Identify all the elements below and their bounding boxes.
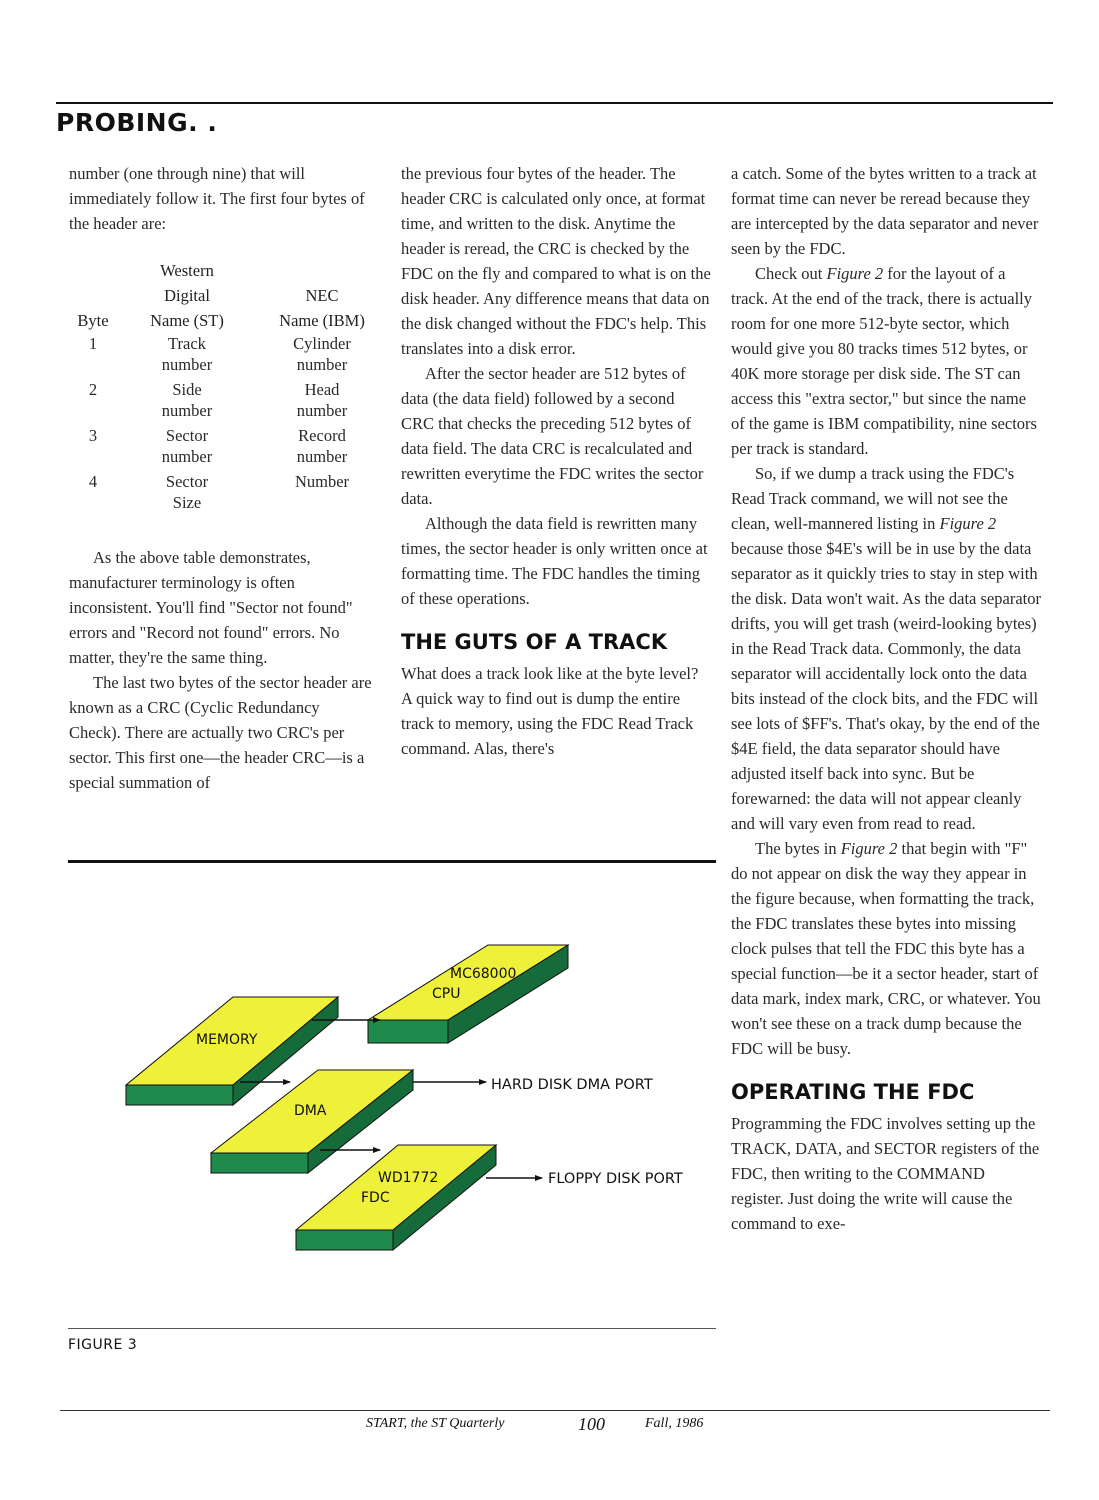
paragraph: [731, 836, 1041, 1061]
cell-line: Record: [298, 426, 346, 445]
text-run: that begin with "F" do not appear on disk the way they appear in the figure because, when formatting the track, the FDC translates these bytes into missing clock pulses that tell the FDC this byte has a special function—be it a sector header, start of data mark, index mark, CRC, or whatever. You won't see these on a track dump because the FDC will be busy.: [731, 839, 1041, 1058]
paragraph: The last two bytes of the sector header are known as a CRC (Cyclic Redundancy Check). There are actually two CRC's per sector. This first one—the header CRC—is a special summation of: [69, 673, 372, 792]
cpu-label-2: CPU: [432, 986, 461, 1002]
top-rule: [56, 102, 1053, 104]
memory-label: MEMORY: [196, 1032, 258, 1048]
fdc-front: [296, 1230, 393, 1250]
figure-3-block-diagram: [68, 860, 716, 1330]
text-run: for the layout of a track. At the end of the track, there is actually room for one more 512-byte sector, which would give you 80 tracks times 512 bytes, or 40K more storage per disk side. The ST can access this "extra sector," but since the name of the game is IBM compatibility, nine sectors per track is standard.: [731, 264, 1037, 458]
header-line: NEC: [305, 286, 339, 305]
footer-page-number: 100: [578, 1414, 605, 1434]
footer-magazine: START, the ST Quarterly: [366, 1416, 505, 1431]
text-run: The bytes in: [755, 839, 841, 858]
column-3: [731, 161, 1041, 1236]
cpu-front: [368, 1020, 448, 1043]
cell-wd: [117, 333, 257, 379]
paragraph: the previous four bytes of the header. The header CRC is calculated only once, at format time, and written to the disk. Anytime the header is reread, the CRC is checked by the FDC on the fly and compared to what is on the disk header. Any difference means that data on the disk changed without the FDC's help. This translates into a disk error.: [401, 164, 711, 358]
table-row: [69, 471, 387, 517]
cell-wd: [117, 471, 257, 517]
text-run: Check out: [755, 264, 827, 283]
cell-line: Side: [172, 380, 202, 399]
cell-line: Size: [172, 493, 202, 512]
subheading-operating-the-fdc: OPERATING THE FDC: [731, 1080, 975, 1104]
figure-reference: Figure 2: [840, 839, 898, 858]
cell-line: Head: [304, 380, 340, 399]
cell-byte: 1: [88, 334, 98, 353]
paragraph: As the above table demonstrates, manufacturer terminology is often inconsistent. You'll find "Sector not found" errors and "Record not found" errors. No matter, they're the same thing.: [69, 548, 353, 667]
fdc-label-1: WD1772: [378, 1170, 439, 1186]
footer-rule: [60, 1410, 1050, 1411]
paragraph: [731, 461, 1041, 836]
figure-bottom-rule: [68, 1328, 716, 1329]
figure-reference: Figure 2: [939, 514, 997, 533]
cell-line: Sector: [165, 472, 209, 491]
fdc-label-2: FDC: [361, 1190, 390, 1206]
header-line: Name (ST): [150, 311, 224, 330]
floppy-port-label: FLOPPY DISK PORT: [548, 1171, 683, 1187]
table-header-nec: [257, 258, 387, 333]
cell-line: number: [161, 355, 213, 374]
paragraph: Although the data field is rewritten many times, the sector header is only written once at formatting time. The FDC handles the timing of these operations.: [401, 514, 708, 608]
cell-line: number: [161, 401, 213, 420]
paragraph: number (one through nine) that will immediately follow it. The first four bytes of the header are:: [69, 164, 365, 233]
column-1: [69, 161, 374, 795]
cell-wd: [117, 379, 257, 425]
cell-line: Track: [168, 334, 206, 353]
header-bytes-table: [69, 258, 387, 517]
column-2: [401, 161, 711, 761]
paragraph: What does a track look like at the byte level? A quick way to find out is dump the entire track to memory, using the FDC Read Track command. Alas, there's: [401, 664, 699, 758]
subheading-guts-of-a-track: THE GUTS OF A TRACK: [401, 630, 668, 654]
cpu-block: [368, 945, 568, 1043]
figure-reference: Figure 2: [826, 264, 884, 283]
header-line: Name (IBM): [279, 311, 365, 330]
cell-nec: [257, 379, 387, 425]
fdc-block: [296, 1145, 496, 1250]
header-line: Western: [160, 261, 214, 280]
table-header-western-digital: [117, 258, 257, 333]
cell-nec: [257, 425, 387, 471]
table-header-byte: Byte: [77, 311, 109, 330]
text-run: So, if we dump a track using the FDC's Read Track command, we will not see the clean, well-mannered listing in: [731, 464, 1015, 533]
header-line: Digital: [164, 286, 210, 305]
dma-front: [211, 1153, 308, 1173]
text-run: because those $4E's will be in use by the data separator as it quickly tries to stay in step with the disk. Data won't wait. As the data separator drifts, you will get trash (weird-looking bytes) in the Read Track data. Commonly, the data separator will accidentally lock onto the data bits instead of the clock bits, and the FDC will see lots of $FF's. That's okay, by the end of the $4E field, the data separator should have adjusted itself back into sync. But be forewarned: the data will not appear cleanly and will vary even from read to read.: [731, 539, 1041, 833]
cell-wd: [117, 425, 257, 471]
section-title: PROBING. .: [56, 108, 218, 137]
cell-line: Sector: [165, 426, 209, 445]
cell-nec: [257, 333, 387, 379]
cell-line: number: [161, 447, 213, 466]
cpu-label-1: MC68000: [450, 966, 517, 982]
cell-byte: 2: [88, 380, 98, 399]
cell-byte: 3: [88, 426, 98, 445]
paragraph: After the sector header are 512 bytes of data (the data field) followed by a second CRC that checks the preceding 512 bytes of data field. The data CRC is recalculated and rewritten everytime the FDC writes the sector data.: [401, 364, 704, 508]
cell-line: number: [296, 401, 348, 420]
table-row: [69, 425, 387, 471]
dma-label: DMA: [294, 1103, 327, 1119]
diagram-svg: [68, 860, 716, 1330]
cell-nec: [257, 471, 387, 517]
table-row: [69, 333, 387, 379]
cell-line: number: [296, 447, 348, 466]
paragraph: Programming the FDC involves setting up the TRACK, DATA, and SECTOR registers of the FDC, then writing to the COMMAND register. Just doing the write will cause the command to exe-: [731, 1114, 1040, 1233]
footer-issue: Fall, 1986: [645, 1416, 704, 1431]
cell-line: Number: [294, 472, 350, 491]
figure-label: FIGURE 3: [68, 1337, 138, 1353]
table-row: [69, 379, 387, 425]
cell-line: Cylinder: [293, 334, 351, 353]
cell-line: number: [296, 355, 348, 374]
memory-front: [126, 1085, 233, 1105]
cell-byte: 4: [88, 472, 98, 491]
hard-disk-port-label: HARD DISK DMA PORT: [491, 1077, 653, 1093]
paragraph: a catch. Some of the bytes written to a track at format time can never be reread because they are intercepted by the data separator and never seen by the FDC.: [731, 164, 1039, 258]
paragraph: [731, 261, 1041, 461]
